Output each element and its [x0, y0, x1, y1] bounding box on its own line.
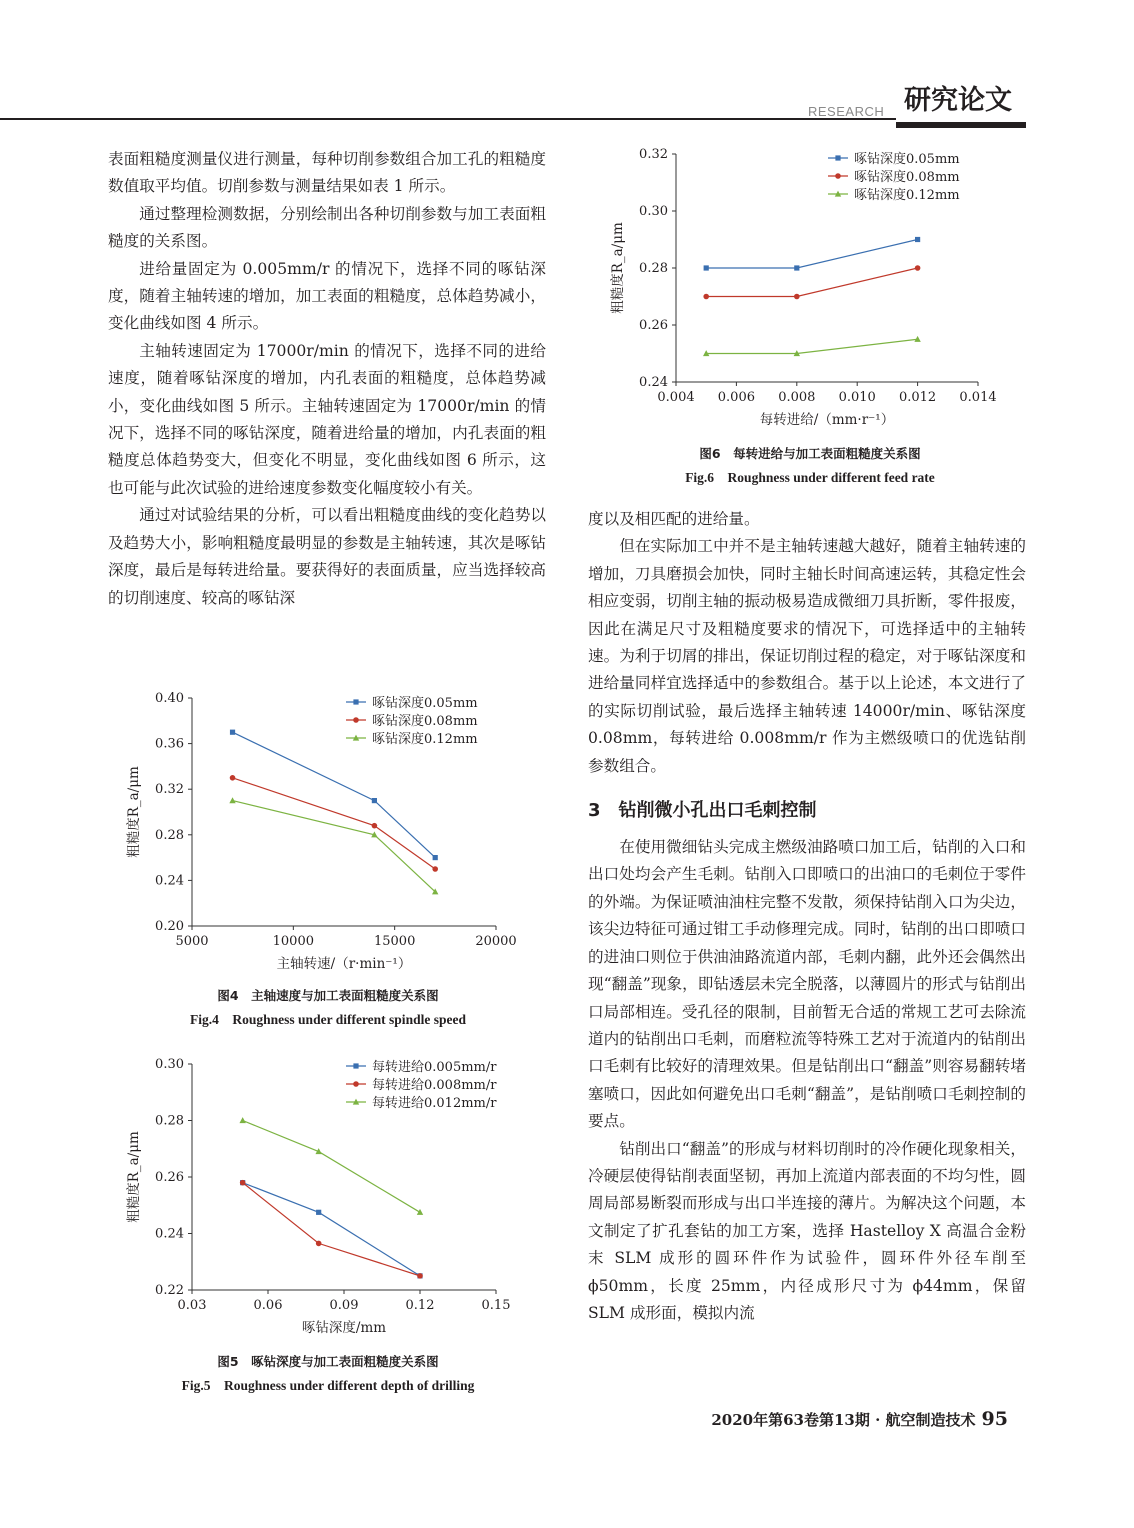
fig5-caption-en: Fig.5 Roughness under different depth of drilling [181, 1378, 475, 1393]
data-point-triangle [229, 797, 235, 803]
y-tick-label: 0.32 [639, 147, 668, 162]
data-point-square [316, 1210, 321, 1215]
data-point-circle [230, 775, 236, 781]
paragraph: 进给量固定为 0.005mm/r 的情况下，选择不同的啄钻深度，随着主轴转速的增加，加工表面的粗糙度，总体趋势减小，变化曲线如图 4 所示。 [108, 259, 546, 333]
y-tick-label: 0.22 [155, 1283, 184, 1298]
x-tick-label: 20000 [475, 934, 517, 949]
data-point-circle [240, 1180, 246, 1186]
y-tick-label: 0.30 [155, 1057, 184, 1072]
x-tick-label: 0.010 [838, 390, 876, 405]
y-axis-label: 粗糙度R_a/μm [126, 1131, 142, 1223]
data-point-square [794, 265, 799, 270]
fig6-caption-en: Fig.6 Roughness under different feed rate [685, 470, 935, 485]
y-tick-label: 0.36 [155, 736, 184, 752]
section-heading: 3 钻削微小孔出口毛刺控制 [588, 800, 817, 822]
fig5-chart [118, 1048, 538, 1348]
y-tick-label: 0.32 [155, 782, 184, 798]
data-point-circle [432, 866, 438, 872]
data-point-circle [372, 823, 378, 829]
data-point-square [915, 237, 920, 242]
data-point-triangle [239, 1117, 245, 1123]
left-column-text [108, 146, 546, 612]
header-section-cn: 研究论文 [904, 85, 1012, 116]
journal-info: 2020年第63卷第13期 · 航空制造技术 [711, 1411, 976, 1429]
header-section-title [896, 82, 1026, 128]
data-point-circle [794, 294, 800, 300]
x-tick-label: 15000 [373, 934, 416, 949]
data-point-circle [353, 1081, 359, 1087]
data-point-square [353, 699, 358, 704]
fig5-caption-cn: 图5 啄钻深度与加工表面粗糙度关系图 [217, 1354, 439, 1369]
series-line [706, 339, 917, 353]
paragraph: 表面粗糙度测量仪进行测量，每种切削参数组合加工孔的粗糙度数值取平均值。切削参数与测量结果如表 1 所示。 [108, 150, 546, 196]
legend-label: 啄钻深度0.12mm [372, 732, 478, 747]
data-point-circle [835, 173, 841, 179]
x-tick-label: 0.004 [657, 390, 695, 405]
legend-label: 每转进给0.012mm/r [372, 1096, 497, 1111]
y-axis-label: 粗糙度R_a/μm [610, 222, 626, 314]
data-point-triangle [914, 336, 920, 342]
y-tick-label: 0.26 [155, 1170, 184, 1185]
data-point-square [372, 798, 377, 803]
y-tick-label: 0.30 [639, 204, 668, 219]
data-point-circle [915, 265, 921, 271]
x-tick-label: 0.006 [717, 390, 756, 405]
x-tick-label: 5000 [175, 934, 209, 949]
paragraph: 但在实际加工中并不是主轴转速越大越好，随着主轴转速的增加，刀具磨损会加快，同时主轴长时间高速运转，其稳定性会相应变弱，切削主轴的振动极易造成微细刀具折断，零件报废，因此在满足尺寸及粗糙度要求的情况下，可选择适中的主轴转速。为利于切屑的排出，保证切削过程的稳定，对于啄钻深度和进给量同样宜选择适中的参数组合。基于以上论述，本文进行了的实际切削试验，最后选择主轴转速 14000r/min、啄钻深度 0.08mm，每转进给 0.008mm/r 作为主燃级喷口的优选钻削参数组合。 [588, 537, 1026, 775]
right-column-text [588, 506, 1026, 1327]
data-point-circle [417, 1273, 423, 1279]
paragraph: 度以及相匹配的进给量。 [588, 510, 760, 528]
y-tick-label: 0.24 [639, 375, 668, 390]
series-line [233, 732, 436, 857]
series-line [233, 801, 436, 892]
paragraph: 通过对试验结果的分析，可以看出粗糙度曲线的变化趋势以及趋势大小，影响粗糙度最明显的参数是主轴转速，其次是啄钻深度，最后是每转进给量。要获得好的表面质量，应当选择较高的切削速度、较高的啄钻深 [108, 506, 546, 607]
fig4-caption-en: Fig.4 Roughness under different spindle speed [190, 1012, 466, 1027]
paragraph: 通过整理检测数据，分别绘制出各种切削参数与加工表面粗糙度的关系图。 [108, 204, 546, 251]
legend-label: 啄钻深度0.08mm [854, 170, 960, 185]
y-tick-label: 0.26 [639, 318, 668, 333]
y-tick-label: 0.40 [155, 691, 184, 706]
series-line [243, 1121, 420, 1213]
header-section-en: RESEARCH [808, 104, 885, 119]
data-point-circle [353, 717, 359, 723]
y-tick-label: 0.28 [155, 827, 184, 843]
data-point-square [353, 1063, 358, 1068]
legend-label: 每转进给0.005mm/r [372, 1060, 497, 1075]
page-number: 95 [981, 1408, 1008, 1430]
y-tick-label: 0.24 [155, 1226, 184, 1242]
data-point-circle [316, 1241, 322, 1247]
x-tick-label: 0.008 [778, 390, 816, 405]
x-tick-label: 0.06 [253, 1298, 283, 1313]
data-point-square [433, 855, 438, 860]
legend-label: 啄钻深度0.12mm [854, 188, 960, 203]
y-tick-label: 0.24 [155, 873, 184, 889]
paragraph: 钻削出口“翻盖”的形成与材料切削时的冷作硬化现象相关，冷硬层使得钻削表面坚韧，再加上流道内部表面的不均匀性，圆周局部易断裂而形成与出口半连接的薄片。为解决这个问题，本文制定了扩孔套钻的加工方案，选择 Hastelloy X 高温合金粉末 SLM 成形的圆环件作为试验件，圆环件外径车削至 ϕ50mm，长度 25mm，内径成形尺寸为 ϕ44mm，保留 SLM 成形面，模拟内流 [588, 1139, 1026, 1322]
fig4-chart [118, 684, 538, 980]
data-point-square [835, 155, 840, 160]
figure-6 [600, 140, 1020, 440]
x-axis-label: 主轴转速/（r·min⁻¹） [276, 956, 412, 972]
legend-label: 啄钻深度0.08mm [372, 714, 478, 729]
x-axis-label: 每转进给/（mm·r⁻¹） [759, 412, 895, 428]
page-footer [711, 1408, 1008, 1430]
figure-5 [118, 1048, 538, 1348]
data-point-triangle [417, 1209, 423, 1215]
x-tick-label: 0.12 [405, 1298, 435, 1313]
legend-label: 每转进给0.008mm/r [372, 1078, 497, 1093]
x-axis-label: 啄钻深度/mm [301, 1320, 387, 1336]
y-tick-label: 0.28 [639, 261, 668, 276]
x-tick-label: 0.03 [177, 1298, 207, 1313]
figure-4 [118, 684, 538, 980]
y-axis-label: 粗糙度R_a/μm [126, 766, 142, 858]
y-tick-label: 0.28 [155, 1113, 184, 1129]
paragraph: 主轴转速固定为 17000r/min 的情况下，选择不同的进给速度，随着啄钻深度的增加，内孔表面的粗糙度，总体趋势减小，变化曲线如图 5 所示。主轴转速固定为 17000r/min 的情况下，选择不同的啄钻深度，随着进给量的增加，内孔表面的粗糙度总体趋势变大，但变化不明显，变化曲线如图 6 所示，这也可能与此次试验的进给速度参数变化幅度较小有关。 [108, 341, 546, 497]
fig4-caption-cn: 图4 主轴速度与加工表面粗糙度关系图 [217, 988, 439, 1003]
x-tick-label: 10000 [272, 934, 315, 949]
data-point-square [230, 730, 235, 735]
data-point-square [704, 265, 709, 270]
legend-label: 啄钻深度0.05mm [372, 696, 478, 711]
series-line [233, 778, 436, 869]
data-point-circle [703, 294, 709, 300]
legend-label: 啄钻深度0.05mm [854, 152, 960, 167]
series-line [706, 240, 917, 269]
x-tick-label: 0.15 [481, 1298, 511, 1313]
y-tick-label: 0.20 [155, 919, 184, 934]
series-line [706, 268, 917, 297]
fig6-chart [600, 140, 1020, 440]
x-tick-label: 0.09 [329, 1298, 359, 1313]
x-tick-label: 0.014 [959, 390, 997, 405]
x-tick-label: 0.012 [898, 390, 937, 405]
paragraph: 在使用微细钻头完成主燃级油路喷口加工后，钻削的入口和出口处均会产生毛刺。钻削入口即喷口的出油口的毛刺位于零件的外端。为保证喷油油柱完整不发散，须保持钻削入口为尖边，该尖边特征可通过钳工手动修理完成。同时，钻削的出口即喷口的进油口则位于供油油路流道内部，毛刺内翻，此外还会偶然出现“翻盖”现象，即钻透层未完全脱落，以薄圆片的形式与钻削出口局部相连。受孔径的限制，目前暂无合适的常规工艺可去除流道内的钻削出口毛刺，而磨粒流等特殊工艺对于流道内的钻削出口毛刺有比较好的清理效果。但是钻削出口“翻盖”则容易翻转堵塞喷口，因此如何避免出口毛刺“翻盖”，是钻削喷口毛刺控制的要点。 [588, 838, 1026, 1131]
fig6-caption-cn: 图6 每转进给与加工表面粗糙度关系图 [699, 446, 921, 461]
